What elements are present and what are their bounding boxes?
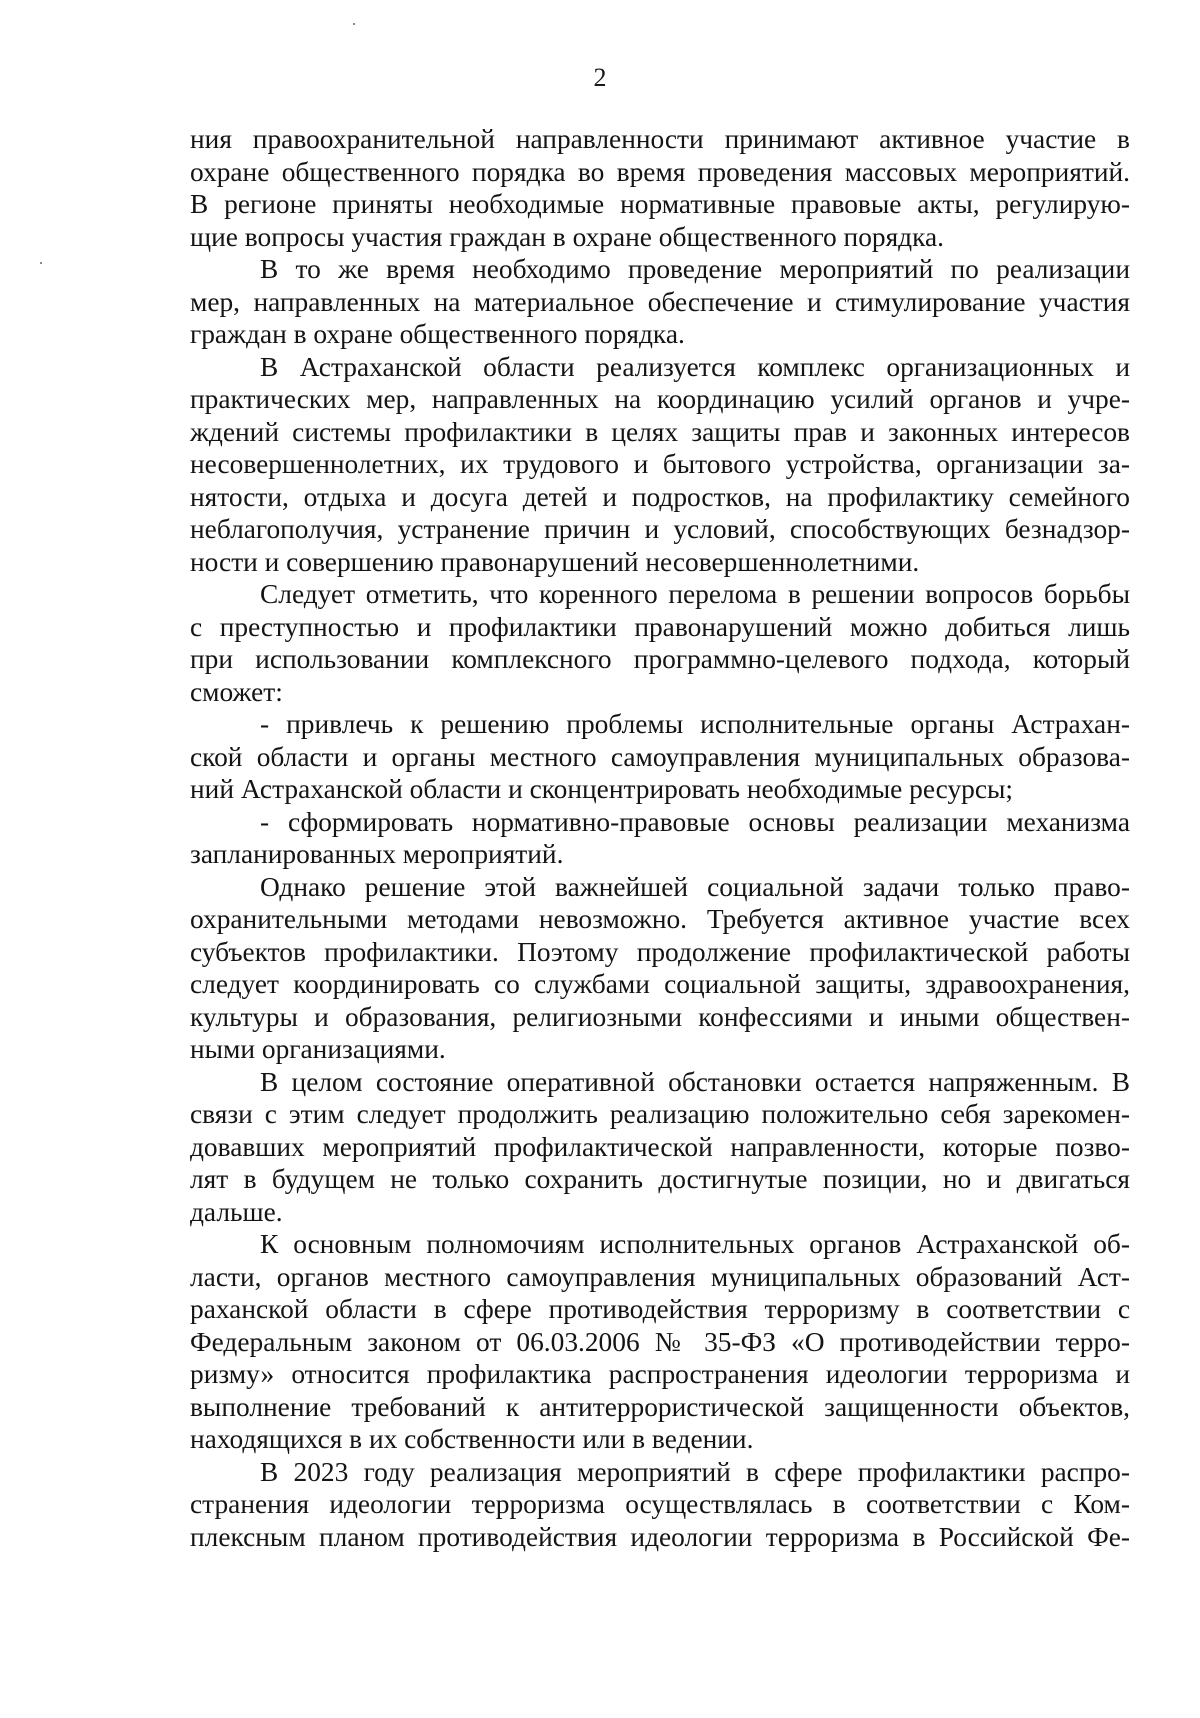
line-text: В то же время необходимо проведение мероприятий по реализации xyxy=(260,254,1130,284)
line-text: выполнение требований к антитеррористической защищенности объектов, xyxy=(190,1391,1130,1422)
line-text: ризму» относится профилактика распространения идеологии терроризма и xyxy=(190,1359,1130,1389)
line-text: неблагополучия, устранение причин и условий, способствующих безнадзор- xyxy=(190,514,1130,544)
line-text: лят в будущем не только сохранить достигнутые позиции, но и двигаться xyxy=(190,1164,1130,1194)
line-text: ской области и органы местного самоуправления муниципальных образова- xyxy=(190,741,1130,772)
text-line xyxy=(190,643,1130,676)
line-text: Федеральным законом от 06.03.2006 № 35-ФЗ «О противодействии терро- xyxy=(190,1326,1130,1357)
text-line xyxy=(190,351,1130,384)
text-line xyxy=(190,286,1130,319)
paragraph xyxy=(190,1456,1130,1554)
paragraph xyxy=(190,1066,1130,1229)
line-text: при использовании комплексного программно-целевого подхода, который xyxy=(190,644,1130,674)
text-line xyxy=(190,416,1130,449)
text-line xyxy=(190,481,1130,514)
text-line xyxy=(190,1196,1130,1229)
text-line xyxy=(190,448,1130,481)
text-line xyxy=(190,1131,1130,1164)
line-text: странения идеологии терроризма осуществлялась в соответствии с Ком- xyxy=(190,1489,1130,1519)
text-line xyxy=(190,1066,1130,1099)
line-text: - привлечь к решению проблемы исполнительные органы Астрахан- xyxy=(260,709,1130,739)
paragraph xyxy=(190,578,1130,708)
paragraph xyxy=(190,253,1130,351)
text-line xyxy=(190,806,1130,839)
line-text: с преступностью и профилактики правонарушений можно добиться лишь xyxy=(190,611,1130,642)
line-text: дальше. xyxy=(190,1196,283,1227)
line-text: несовершеннолетних, их трудового и бытового устройства, организации за- xyxy=(190,449,1130,479)
line-text: В Астраханской области реализуется комплекс организационных и xyxy=(260,351,1130,382)
line-text: Следует отметить, что коренного перелома в решении вопросов борьбы xyxy=(260,579,1130,609)
line-text: ными организациями. xyxy=(190,1034,446,1064)
scan-speck xyxy=(353,23,355,25)
text-line xyxy=(190,1488,1130,1521)
text-line xyxy=(190,968,1130,1001)
line-text: ния правоохранительной направленности принимают активное участие в xyxy=(190,124,1130,154)
text-line xyxy=(190,1358,1130,1391)
text-line xyxy=(190,383,1130,416)
text-line xyxy=(190,1326,1130,1359)
line-text: субъектов профилактики. Поэтому продолжение профилактической работы xyxy=(190,936,1130,967)
text-line xyxy=(190,546,1130,579)
line-text: довавших мероприятий профилактической направленности, которые позво- xyxy=(190,1131,1130,1162)
text-line xyxy=(190,156,1130,189)
line-text: охране общественного порядка во время проведения массовых мероприятий. xyxy=(190,156,1130,187)
line-text: щие вопросы участия граждан в охране общественного порядка. xyxy=(190,221,945,252)
line-text: нятости, отдыха и досуга детей и подростков, на профилактику семейного xyxy=(190,481,1130,512)
text-line xyxy=(190,871,1130,904)
paragraph xyxy=(190,123,1130,253)
document-body xyxy=(190,123,1130,1553)
line-text: ласти, органов местного самоуправления муниципальных образований Аст- xyxy=(190,1261,1130,1292)
line-text: охранительными методами невозможно. Требуется активное участие всех xyxy=(190,904,1130,934)
paragraph xyxy=(190,806,1130,871)
line-text: находящихся в их собственности или в ведении. xyxy=(190,1424,754,1454)
line-text: практических мер, направленных на координацию усилий органов и учре- xyxy=(190,384,1130,414)
text-line xyxy=(190,676,1130,709)
line-text: - сформировать нормативно-правовые основы реализации механизма xyxy=(260,806,1130,837)
text-line xyxy=(190,1098,1130,1131)
text-line xyxy=(190,773,1130,806)
paragraph xyxy=(190,708,1130,806)
line-text: В 2023 году реализация мероприятий в сфере профилактики распро- xyxy=(260,1456,1130,1487)
text-line xyxy=(190,741,1130,774)
scan-speck xyxy=(40,262,42,264)
text-line xyxy=(190,123,1130,156)
line-text: мер, направленных на материальное обеспечение и стимулирование участия xyxy=(190,286,1130,317)
text-line xyxy=(190,708,1130,741)
line-text: культуры и образования, религиозными конфессиями и иными обществен- xyxy=(190,1001,1130,1032)
text-line xyxy=(190,1163,1130,1196)
text-line xyxy=(190,936,1130,969)
text-line xyxy=(190,1391,1130,1424)
text-line xyxy=(190,318,1130,351)
text-line xyxy=(190,903,1130,936)
text-line xyxy=(190,1423,1130,1456)
line-text: плексным планом противодействия идеологии терроризма в Российской Фе- xyxy=(190,1521,1130,1552)
text-line xyxy=(190,1001,1130,1034)
line-text: К основным полномочиям исполнительных органов Астраханской об- xyxy=(260,1229,1130,1259)
text-line xyxy=(190,1228,1130,1261)
text-line xyxy=(190,578,1130,611)
text-line xyxy=(190,1293,1130,1326)
line-text: следует координировать со службами социальной защиты, здравоохранения, xyxy=(190,969,1130,999)
text-line xyxy=(190,838,1130,871)
page-number: 2 xyxy=(593,63,607,92)
paragraph xyxy=(190,871,1130,1066)
line-text: Однако решение этой важнейшей социальной задачи только право- xyxy=(260,871,1130,902)
text-line xyxy=(190,513,1130,546)
text-line xyxy=(190,221,1130,254)
line-text: граждан в охране общественного порядка. xyxy=(190,319,685,349)
text-line xyxy=(190,1033,1130,1066)
paragraph xyxy=(190,1228,1130,1456)
line-text: связи с этим следует продолжить реализацию положительно себя зарекомен- xyxy=(190,1099,1130,1129)
line-text: В целом состояние оперативной обстановки остается напряженным. В xyxy=(260,1066,1130,1097)
text-line xyxy=(190,188,1130,221)
text-line xyxy=(190,1456,1130,1489)
text-line xyxy=(190,611,1130,644)
line-text: ний Астраханской области и сконцентрировать необходимые ресурсы; xyxy=(190,774,1014,804)
line-text: запланированных мероприятий. xyxy=(190,839,564,869)
line-text: ждений системы профилактики в целях защиты прав и законных интересов xyxy=(190,416,1130,447)
paragraph xyxy=(190,351,1130,579)
text-line xyxy=(190,253,1130,286)
text-line xyxy=(190,1521,1130,1554)
text-line xyxy=(190,1261,1130,1294)
line-text: ности и совершению правонарушений несовершеннолетними. xyxy=(190,546,920,577)
line-text: раханской области в сфере противодействия терроризму в соответствии с xyxy=(190,1294,1130,1324)
line-text: сможет: xyxy=(190,676,283,707)
line-text: В регионе приняты необходимые нормативные правовые акты, регулирую- xyxy=(190,189,1130,219)
